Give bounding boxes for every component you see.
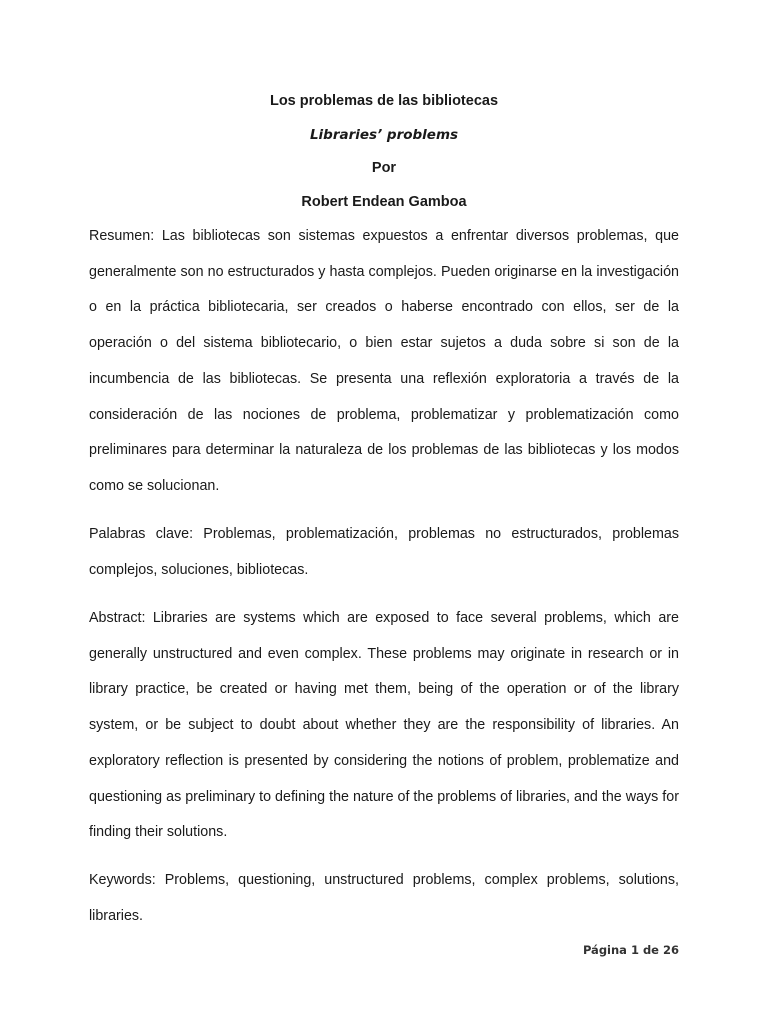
title-block xyxy=(0,91,768,225)
palabras-clave-paragraph: Palabras clave: Problemas, problematización, problemas no estructurados, problemas complejos, soluciones, bibliotecas. xyxy=(89,526,679,578)
resumen-paragraph: Resumen: Las bibliotecas son sistemas expuestos a enfrentar diversos problemas, que generalmente son no estructurados y hasta complejos. Pueden originarse en la investigación o en la práctica bibliotecaria, ser creados o haberse encontrado con ellos, ser de la operación o del sistema bibliotecario, o bien estar sujetos a duda sobre si son de la incumbencia de las bibliotecas. Se presenta una reflexión exploratoria a través de la consideración de las nociones de problema, problematizar y problematización como preliminares para determinar la naturaleza de los problemas de las bibliotecas y los modos como se solucionan. xyxy=(89,228,679,494)
resumen-section xyxy=(89,219,679,505)
keywords-paragraph: Keywords: Problems, questioning, unstructured problems, complex problems, solutions, libraries. xyxy=(89,872,679,924)
page-number-footer: Página 1 de 26 xyxy=(582,943,679,957)
abstract-paragraph: Abstract: Libraries are systems which are exposed to face several problems, which are generally unstructured and even complex. These problems may originate in research or in library practice, be created or having met them, being of the operation or of the library system, or be subject to doubt about whether they are the responsibility of libraries. An exploratory reflection is presented by considering the notions of problem, problematize and questioning as preliminary to defining the nature of the problems of libraries, and the ways for finding their solutions. xyxy=(89,610,679,841)
keywords-section xyxy=(89,863,679,934)
abstract-section xyxy=(89,601,679,851)
palabras-clave-section xyxy=(89,517,679,588)
by-label: Por xyxy=(371,160,397,176)
document-subtitle: Libraries’ problems xyxy=(309,126,459,143)
author-name: Robert Endean Gamboa xyxy=(301,193,467,210)
document-title: Los problemas de las bibliotecas xyxy=(269,93,499,109)
